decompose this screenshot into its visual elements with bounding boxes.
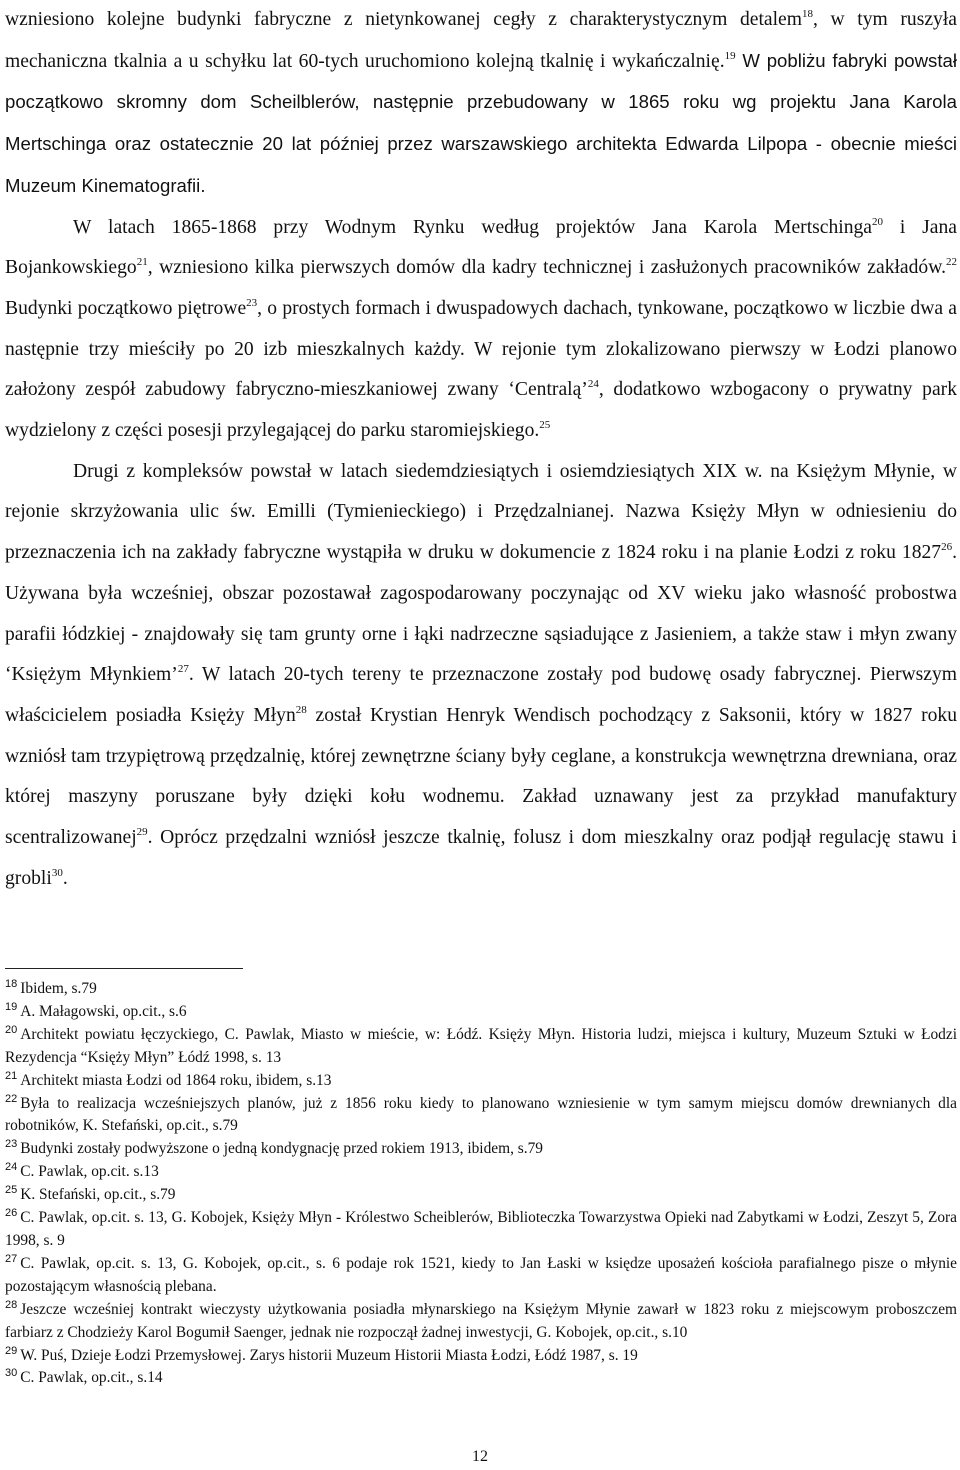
text-run: , wzniesiono kilka pierwszych domów dla kadry technicznej i zasłużonych pracowników zakładów. xyxy=(147,257,946,279)
text-run: , w tym ruszyła mechaniczna tkalnia a u schyłku lat 60-tych uruchomiono kolejną tkalnię i wykańczalnię. xyxy=(5,9,957,72)
text-run: . Oprócz przędzalni wzniósł jeszcze tkalnię, folusz i dom mieszkalny oraz podjął regulację stawu i grobli xyxy=(5,827,957,889)
footnote-text: C. Pawlak, op.cit., s.14 xyxy=(20,1369,163,1387)
footnote-text: Jeszcze wcześniej kontrakt wieczysty użytkowania posiadła młynarskiego na Księżym Młynie zawarł w 1823 roku z miejscowym proboszczem farbiarz z Chodzieży Karol Bogumił Saenger, jednak nie rozpoczął żadnej inwestycji, G. Kobojek, op.cit., s.10 xyxy=(5,1300,957,1341)
text-run: , o prostych formach i dwuspadowych dachach, tynkowane, początkowo w liczbie dwa a następnie trzy mieściły po 20 izb mieszkalnych każdy. W rejonie tym zlokalizowano pierwszy w Łodzi planowo założony zespół zabudowy fabryczno-mieszkaniowej zwany ‘Centralą’ xyxy=(5,297,957,401)
footnote xyxy=(5,1345,957,1368)
footnote-number: 21 xyxy=(5,1069,18,1082)
footnote-text: W. Puś, Dzieje Łodzi Przemysłowej. Zarys historii Muzeum Historii Miasta Łodzi, Łódź 1987, s. 19 xyxy=(20,1346,638,1364)
footnote-text: Architekt miasta Łodzi od 1864 roku, ibidem, s.13 xyxy=(20,1071,332,1089)
footnote-ref: 18 xyxy=(801,8,813,20)
footnote-text: K. Stefański, op.cit., s.79 xyxy=(20,1186,176,1204)
footnote-number: 30 xyxy=(5,1367,18,1380)
text-run: . Używana była wcześniej, obszar pozostawał zagospodarowany poczynając od XV wieku jako własność probostwa parafii łódzkiej - znajdowały się tam grunty orne i łąki nadrzeczne sąsiadujące z Jasieniem, a także staw i młyn zwany ‘Księżym Młynkiem’ xyxy=(5,542,957,686)
footnote-ref: 29 xyxy=(136,826,148,839)
text-run: Budynki początkowo piętrowe xyxy=(5,297,247,319)
footnote xyxy=(5,1001,957,1024)
footnote-text: Architekt powiatu łęczyckiego, C. Pawlak, Miasto w mieście, w: Łódź. Księży Młyn. Historia ludzi, miejsca i kultury, Muzeum Sztuki w Łodzi Rezydencja “Księży Młyn” Łódź 1998, s. 13 xyxy=(5,1025,957,1066)
text-run: i Jana Bojankowskiego xyxy=(5,216,957,279)
footnote-separator xyxy=(5,968,243,969)
footnote-text: Budynki zostały podwyższone o jedną kondygnację przed rokiem 1913, ibidem, s.79 xyxy=(20,1140,543,1158)
footnote-ref: 20 xyxy=(872,215,883,228)
footnote-number: 25 xyxy=(5,1184,18,1197)
footnote xyxy=(5,1161,957,1184)
footnote-number: 23 xyxy=(5,1138,18,1151)
footnote-ref: 22 xyxy=(946,256,957,269)
paragraph xyxy=(5,208,957,452)
text-run: Drugi z kompleksów powstał w latach siedemdziesiątych i osiemdziesiątych XIX w. na Księżym Młynie, w rejonie skrzyżowania ulic św. Emilli (Tymienieckiego) i Przędzalnianej. Nazwa Księży Młyn w odniesieniu do przeznaczenia ich na zakłady fabryczne wystąpiła w druku w dokumencie z 1824 roku i na planie Łodzi z roku 1827 xyxy=(5,460,957,564)
footnote-number: 27 xyxy=(5,1252,18,1265)
footnote-number: 26 xyxy=(5,1207,18,1220)
footnote xyxy=(5,1253,957,1299)
main-text xyxy=(5,0,957,899)
text-run: W latach 1865-1868 przy Wodnym Rynku według projektów Jana Karola Mertschinga xyxy=(73,216,872,238)
footnote-text: Była to realizacja wcześniejszych planów, już z 1856 roku kiedy to planowano wzniesienie w tym samym miejscu domów drewnianych dla robotników, K. Stefański, op.cit., s.79 xyxy=(5,1094,957,1135)
footnote xyxy=(5,1299,957,1345)
page-number: 12 xyxy=(472,1448,488,1465)
footnote-number: 29 xyxy=(5,1344,18,1357)
footnote xyxy=(5,1024,957,1070)
footnote-ref: 24 xyxy=(587,378,599,391)
text-run: wzniesiono kolejne budynki fabryczne z nietynkowanej cegły z charakterystycznym detalem xyxy=(5,9,802,30)
footnote-text: C. Pawlak, op.cit. s. 13, G. Kobojek, Księży Młyn - Królestwo Scheiblerów, Biblioteczka Towarzystwa Opieki nad Zabytkami w Łodzi, Zeszyt 5, Zora 1998, s. 9 xyxy=(5,1209,957,1249)
footnote-ref: 21 xyxy=(136,256,148,269)
text-run: . W latach 20-tych tereny te przeznaczone zostały pod budowę osady fabrycznej. Pierwszym właścicielem posiadła Księży Młyn xyxy=(5,664,957,726)
footnote-ref: 19 xyxy=(724,49,736,62)
text-run: został Krystian Henryk Wendisch pochodzący z Saksonii, który w 1827 roku wzniósł tam trzypiętrową przędzalnię, której zewnętrzne ściany były ceglane, a konstrukcja wewnętrzna drewniana, oraz której maszyny poruszane były dzięki kołu wodnemu. Zakład uznawany jest za przykład manufaktury scentralizowanej xyxy=(5,704,957,849)
footnote xyxy=(5,1070,957,1093)
footnote-ref: 23 xyxy=(246,296,258,309)
footnote xyxy=(5,1184,957,1207)
footnote xyxy=(5,1207,957,1253)
footnote xyxy=(5,978,957,1001)
footnote-number: 22 xyxy=(5,1092,18,1105)
footnote-ref: 27 xyxy=(177,663,189,676)
text-run: . xyxy=(62,867,68,889)
footnote xyxy=(5,1138,957,1161)
footnote-number: 19 xyxy=(5,1000,18,1013)
paragraph xyxy=(5,452,957,900)
footnote-number: 28 xyxy=(5,1298,18,1311)
footnote-text: C. Pawlak, op.cit. s. 13, G. Kobojek, op.cit., s. 6 podaje rok 1521, kiedy to Jan Łaski w księdze uposażeń kościoła parafialnego pisze o młynie pozostającym własnością plebana. xyxy=(5,1254,957,1295)
footnote-ref: 25 xyxy=(539,419,551,432)
footnote-ref: 28 xyxy=(295,703,307,716)
footnote xyxy=(5,1093,957,1139)
footnote-text: A. Małagowski, op.cit., s.6 xyxy=(20,1002,187,1020)
text-run: W pobliżu fabryki powstał początkowo skromny dom Scheilblerów, następnie przebudowany w 1865 roku wg projektu Jana Karola Mertschinga oraz ostatecznie 20 lat później przez warszawskiego architekta Edwarda Lilpopa - obecnie mieści Muzeum Kinematografii. xyxy=(5,49,957,196)
footnote-text: Ibidem, s.79 xyxy=(20,980,97,997)
footnote xyxy=(5,1367,957,1390)
paragraph xyxy=(5,0,957,208)
footnote-number: 20 xyxy=(5,1023,18,1036)
text-run: , dodatkowo wzbogacony o prywatny park wydzielony z części posesji przylegającej do parku staromiejskiego. xyxy=(5,379,957,442)
footnote-text: C. Pawlak, op.cit. s.13 xyxy=(20,1163,159,1181)
footnote-number: 18 xyxy=(5,978,18,990)
footnote-number: 24 xyxy=(5,1161,18,1174)
footnote-ref: 30 xyxy=(51,866,63,879)
footnote-ref: 26 xyxy=(941,541,953,554)
footnotes xyxy=(5,978,957,1390)
